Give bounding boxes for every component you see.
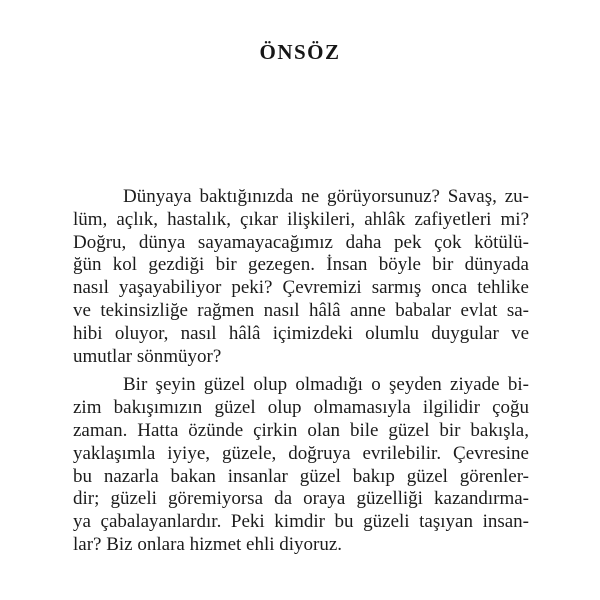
text-line: zim bakışımızın güzel olup olmamasıyla ilgilidir çoğu xyxy=(73,397,529,419)
text-line: umutlar sönmüyor? xyxy=(73,345,222,367)
text-line: ya çabalayanlardır. Peki kimdir bu güzeli taşıyan insan- xyxy=(73,511,529,533)
text-line: Bir şeyin güzel olup olmadığı o şeyden ziyade bi- xyxy=(123,374,529,396)
page-title: ÖNSÖZ xyxy=(259,40,341,64)
text-line: zaman. Hatta özünde çirkin olan bile güzel bir bakışla, xyxy=(73,419,529,441)
text-line: ğün kol gezdiği bir gezegen. İnsan böyle bir dünyada xyxy=(73,254,529,276)
paragraph xyxy=(73,186,529,368)
text-line: nasıl yaşayabiliyor peki? Çevremizi sarmış onca tehlike xyxy=(73,277,529,299)
text-line: Doğru, dünya sayamayacağımız daha pek çok kötülü- xyxy=(73,231,529,253)
paragraph xyxy=(73,374,529,556)
text-line: ve tekinsizliğe rağmen nasıl hâlâ anne babalar evlat sa- xyxy=(73,299,529,321)
text-line: dir; güzeli göremiyorsa da oraya güzelliği kazandırma- xyxy=(73,488,529,510)
text-line: yaklaşımla iyiye, güzele, doğruya evrilebilir. Çevresine xyxy=(73,442,529,464)
body-text xyxy=(73,186,529,557)
text-line: hibi oluyor, nasıl hâlâ içimizdeki olumlu duygular ve xyxy=(73,322,529,344)
text-line: lüm, açlık, hastalık, çıkar ilişkileri, ahlâk zafiyetleri mi? xyxy=(73,208,529,230)
text-line: bu nazarla bakan insanlar güzel bakıp güzel görenler- xyxy=(73,465,529,487)
text-line: Dünyaya baktığınızda ne görüyorsunuz? Savaş, zu- xyxy=(123,186,529,207)
text-line: lar? Biz onlara hizmet ehli diyoruz. xyxy=(73,533,343,555)
